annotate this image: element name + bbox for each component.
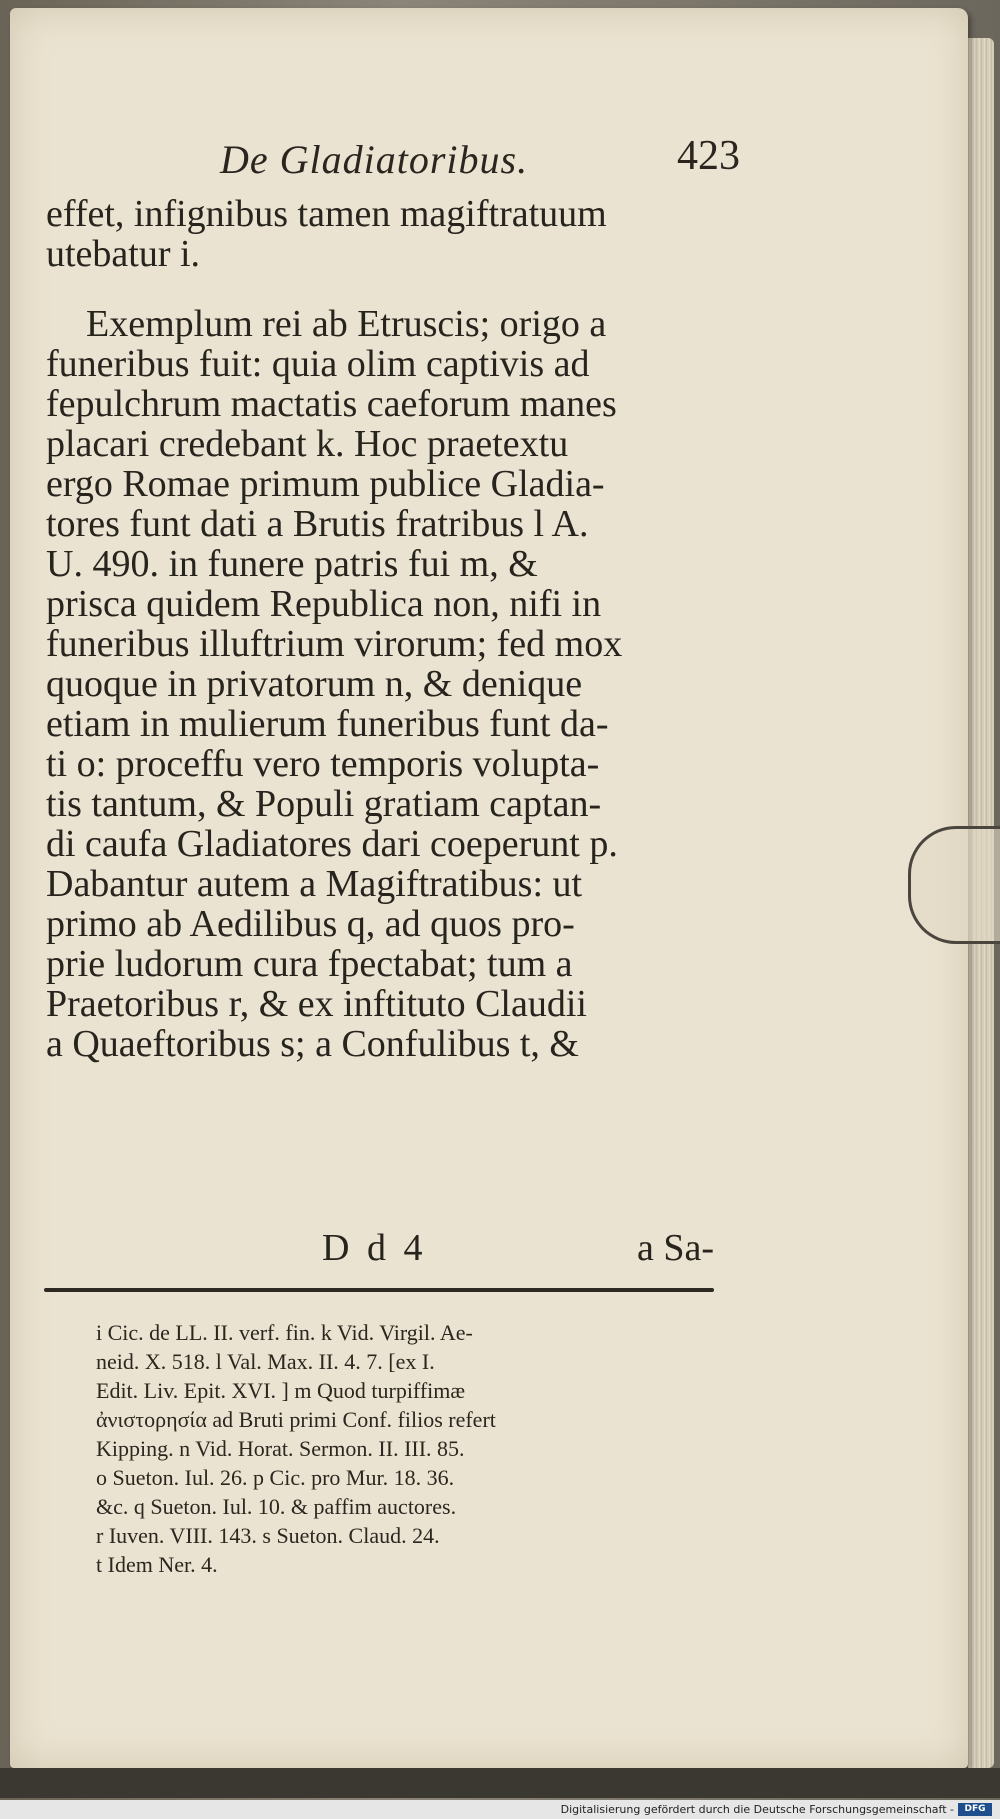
footnote-line: ἀνιστορησία ad Bruti primi Conf. filios refert <box>96 1407 496 1432</box>
text-line: etiam in mulierum funeribus funt da- <box>46 703 609 745</box>
page-clip-marker <box>908 826 1000 944</box>
scan-credit-text: Digitalisierung gefördert durch die Deutsche Forschungsgemeinschaft - <box>560 1803 954 1816</box>
footnote-line: i Cic. de LL. II. verf. fin. k Vid. Virgil. Ae- <box>96 1320 473 1345</box>
main-text <box>46 194 736 1064</box>
text-line: tis tantum, & Populi gratiam captan- <box>46 783 602 825</box>
footnote-line: Kipping. n Vid. Horat. Sermon. II. III. 85. <box>96 1436 465 1461</box>
text-line: Dabantur autem a Magiftratibus: ut <box>46 863 583 905</box>
text-line: funeribus illuftrium virorum; fed mox <box>46 623 623 665</box>
text-line: U. 490. in funere patris fui m, & <box>46 543 538 585</box>
book-bottom-edge <box>0 1768 1000 1798</box>
text-line: Praetoribus r, & ex inftituto Claudii <box>46 983 587 1025</box>
footnote-line: &c. q Sueton. Iul. 10. & paffim auctores. <box>96 1494 457 1519</box>
text-line: a Quaeftoribus s; a Confulibus t, & <box>46 1023 579 1065</box>
text-line: primo ab Aedilibus q, ad quos pro- <box>46 903 575 945</box>
page-header <box>210 132 740 192</box>
signature-line <box>46 1226 736 1270</box>
text-line: Exemplum rei ab Etruscis; origo a <box>86 303 607 345</box>
footnote-line: o Sueton. Iul. 26. p Cic. pro Mur. 18. 36. <box>96 1465 455 1490</box>
text-line: effet, infignibus tamen magiftratuum <box>46 193 607 235</box>
footnote-rule <box>44 1288 714 1292</box>
running-title: De Gladiatoribus. <box>220 137 529 182</box>
signature-mark: D d 4 <box>322 1227 427 1269</box>
text-line: fepulchrum mactatis caeforum manes <box>46 383 617 425</box>
text-line: prisca quidem Republica non, nifi in <box>46 583 602 625</box>
footnote-line: r Iuven. VIII. 143. s Sueton. Claud. 24. <box>96 1523 440 1548</box>
text-line: funeribus fuit: quia olim captivis ad <box>46 343 590 385</box>
text-line: quoque in privatorum n, & denique <box>46 663 583 705</box>
book-page <box>10 8 968 1768</box>
scan-credit-bar <box>0 1800 1000 1819</box>
page-number: 423 <box>677 133 740 179</box>
catchword: a Sa- <box>636 1227 714 1269</box>
text-line: tores funt dati a Brutis fratribus l A. <box>46 503 589 545</box>
footnote-line: t Idem Ner. 4. <box>96 1552 218 1577</box>
text-line: placari credebant k. Hoc praetextu <box>46 423 569 465</box>
dfg-logo: DFG <box>958 1803 992 1816</box>
footnote-line: Edit. Liv. Epit. XVI. ] m Quod turpiffimæ <box>96 1378 466 1403</box>
text-line: prie ludorum cura fpectabat; tum a <box>46 943 573 985</box>
text-line: utebatur i. <box>46 233 201 275</box>
text-line: ergo Romae primum publice Gladia- <box>46 463 605 505</box>
text-line: di caufa Gladiatores dari coeperunt p. <box>46 823 618 865</box>
footnotes <box>96 1318 746 1579</box>
text-line: ti o: proceffu vero temporis volupta- <box>46 743 600 785</box>
footnote-line: neid. X. 518. l Val. Max. II. 4. 7. [ex I. <box>96 1349 435 1374</box>
